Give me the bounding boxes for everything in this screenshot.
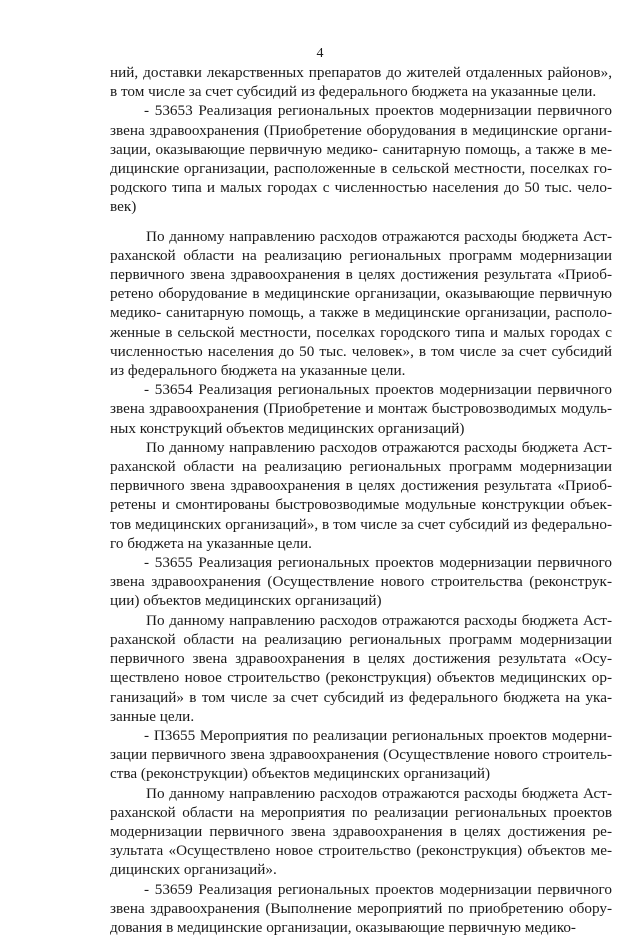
budget-code-p3655: - П3655 Мероприятия по реализации региональных проектов модернизации первичного звена здравоохранения (Осуществление нового строительства (реконструкции) объектов медицинских организаций) (110, 726, 612, 783)
paragraph-continuation: ний, доставки лекарственных препаратов до жителей отдаленных районов», в том числе за счет субсидий из федерального бюджета на указанные цели. (110, 64, 612, 101)
budget-code-53659: - 53659 Реализация региональных проектов модернизации первичного звена здравоохранения (Выполнение мероприятий по приобретению оборудования в медицинские организации, оказывающие первичную медико- (110, 880, 612, 936)
paragraph-description: По данному направлению расходов отражаются расходы бюджета Астраханской области на мероприятия по реализации региональных проектов модернизации первичного звена здравоохранения в целях достижения результата «Осуществлено новое строительство (реконструкция) объектов медицинских организаций». (110, 784, 612, 879)
paragraph-description: По данному направлению расходов отражаются расходы бюджета Астраханской области на реализацию региональных программ модернизации первичного звена здравоохранения в целях достижения результата «Осуществлено новое строительство (реконструкция) объектов медицинских организаций» в том числе за счет субсидий из федерального бюджета на указанные цели. (110, 611, 612, 725)
page-number: 4 (316, 46, 324, 61)
budget-code-53654: - 53654 Реализация региональных проектов модернизации первичного звена здравоохранения (Приобретение и монтаж быстровозводимых модульных конструкций объектов медицинских организаций) (110, 381, 612, 437)
paragraph-description: По данному направлению расходов отражаются расходы бюджета Астраханской области на реализацию региональных программ модернизации первичного звена здравоохранения в целях достижения результата «Приобретено оборудование в медицинские организации, оказывающие первичную медико- санитарную помощь, а также в медицинские организации, расположенные в сельской местности, поселках городского типа и малых городах с численностью населения до 50 тыс. человек», в том числе за счет субсидий из федерального бюджета на указанные цели. (110, 227, 612, 380)
document-body (110, 63, 612, 937)
paragraph-description: По данному направлению расходов отражаются расходы бюджета Астраханской области на реализацию региональных программ модернизации первичного звена здравоохранения в целях достижения результата «Приобретены и смонтированы быстровозводимые модульные конструкции объектов медицинских организаций», в том числе за счет субсидий из федерального бюджета на указанные цели. (110, 438, 612, 552)
budget-code-53655: - 53655 Реализация региональных проектов модернизации первичного звена здравоохранения (Осуществление нового строительства (реконструкции) объектов медицинских организаций) (110, 554, 612, 610)
budget-code-53653: - 53653 Реализация региональных проектов модернизации первичного звена здравоохранения (Приобретение оборудования в медицинские организации, оказывающие первичную медико- санитарную помощь, а также в медицинские организации, расположенные в сельской местности, поселках городского типа и малых городах с численностью населения до 50 тыс. человек) (110, 102, 612, 216)
